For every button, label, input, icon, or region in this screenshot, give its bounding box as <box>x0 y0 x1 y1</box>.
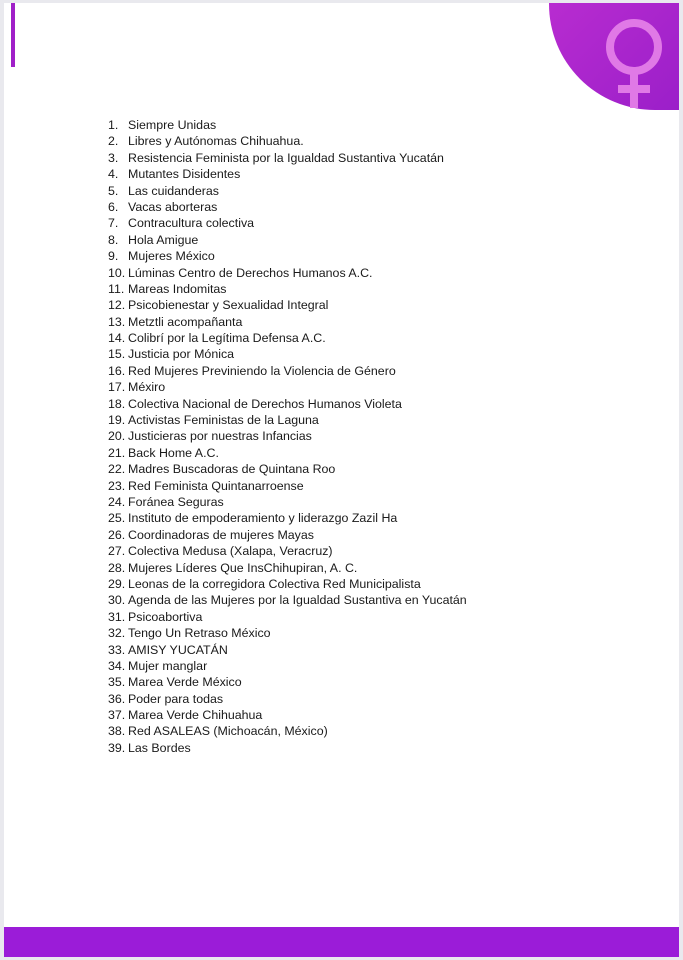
list-item-number: 7. <box>108 216 119 231</box>
document-page <box>4 3 679 957</box>
list-item-name: Marea Verde Chihuahua <box>128 708 263 723</box>
list-item-name: Mutantes Disidentes <box>128 167 241 182</box>
list-item-number: 4. <box>108 167 119 182</box>
list-item-number: 38. <box>108 724 126 739</box>
list-item <box>108 133 467 149</box>
list-item <box>108 723 467 739</box>
list-item <box>108 265 467 281</box>
list-item <box>108 232 467 248</box>
list-item-name: Poder para todas <box>128 691 224 706</box>
list-item <box>108 461 467 477</box>
list-item-number: 14. <box>108 331 126 346</box>
list-item-number: 17. <box>108 380 126 395</box>
list-item-name: Psicoabortiva <box>128 609 203 624</box>
list-item-name: Mareas Indomitas <box>128 281 227 296</box>
list-item-number: 8. <box>108 232 119 247</box>
list-item-name: Vacas aborteras <box>128 199 218 214</box>
list-item <box>108 510 467 526</box>
list-item-number: 16. <box>108 363 126 378</box>
venus-symbol-icon <box>599 17 669 112</box>
list-item-number: 30. <box>108 593 126 608</box>
list-item-number: 11. <box>108 281 125 296</box>
list-item-name: Colectiva Medusa (Xalapa, Veracruz) <box>128 544 333 559</box>
list-item-number: 27. <box>108 544 126 559</box>
list-item <box>108 117 467 133</box>
list-item <box>108 707 467 723</box>
list-item <box>108 576 467 592</box>
list-item-name: Lúminas Centro de Derechos Humanos A.C. <box>128 265 373 280</box>
list-item <box>108 379 467 395</box>
list-item <box>108 428 467 444</box>
list-item <box>108 330 467 346</box>
list-item-number: 21. <box>108 445 126 460</box>
list-item-number: 39. <box>108 740 126 755</box>
list-item-number: 37. <box>108 708 126 723</box>
list-item <box>108 560 467 576</box>
left-accent-bar <box>11 3 15 67</box>
bottom-band <box>4 927 679 957</box>
list-item-number: 9. <box>108 249 119 264</box>
list-item-number: 29. <box>108 576 126 591</box>
list-item-number: 15. <box>108 347 126 362</box>
list-item-name: Siempre Unidas <box>128 118 217 132</box>
list-item-number: 6. <box>108 199 119 214</box>
list-item-number: 34. <box>108 658 126 673</box>
list-item-name: Resistencia Feminista por la Igualdad Sustantiva Yucatán <box>128 150 444 165</box>
list-item-name: Méxiro <box>128 380 166 395</box>
list-item-name: Instituto de empoderamiento y liderazgo Zazil Ha <box>128 511 398 526</box>
list-item-name: Activistas Feministas de la Laguna <box>128 413 319 428</box>
list-item <box>108 609 467 625</box>
list-item-name: Back Home A.C. <box>128 445 219 460</box>
list-item <box>108 281 467 297</box>
list-item <box>108 494 467 510</box>
list-item <box>108 363 467 379</box>
list-item-number: 3. <box>108 150 119 165</box>
list-item-number: 13. <box>108 314 126 329</box>
list-item-number: 35. <box>108 675 126 690</box>
list-item <box>108 346 467 362</box>
list-item-name: Agenda de las Mujeres por la Igualdad Sustantiva en Yucatán <box>128 593 467 608</box>
list-item <box>108 396 467 412</box>
list-item-name: Metztli acompañanta <box>128 314 243 329</box>
list-item-name: Justicieras por nuestras Infancias <box>128 429 312 444</box>
list-item <box>108 314 467 330</box>
list-item <box>108 248 467 264</box>
list-item-name: Hola Amigue <box>128 232 199 247</box>
list-item <box>108 183 467 199</box>
list-item-name: Las Bordes <box>128 740 191 755</box>
list-item <box>108 199 467 215</box>
list-item-name: Psicobienestar y Sexualidad Integral <box>128 298 329 313</box>
list-item-name: Mujeres Líderes Que InsChihupiran, A. C. <box>128 560 358 575</box>
list-item <box>108 658 467 674</box>
list-item-name: Leonas de la corregidora Colectiva Red Municipalista <box>128 576 421 591</box>
list-item-number: 23. <box>108 478 126 493</box>
list-item <box>108 297 467 313</box>
list-item <box>108 166 467 182</box>
list-item-number: 1. <box>108 118 119 132</box>
list-item-number: 5. <box>108 183 119 198</box>
list-item-number: 31. <box>108 609 126 624</box>
list-item-number: 28. <box>108 560 126 575</box>
list-item-number: 2. <box>108 134 119 149</box>
list-item-name: Contracultura colectiva <box>128 216 255 231</box>
list-item-name: Marea Verde México <box>128 675 242 690</box>
list-item-number: 22. <box>108 462 126 477</box>
list-item-name: Madres Buscadoras de Quintana Roo <box>128 462 336 477</box>
list-item-number: 24. <box>108 494 126 509</box>
list-item-name: Red Mujeres Previniendo la Violencia de Género <box>128 363 396 378</box>
list-item <box>108 674 467 690</box>
list-item <box>108 150 467 166</box>
list-item <box>108 592 467 608</box>
list-item-name: Coordinadoras de mujeres Mayas <box>128 527 314 542</box>
list-item-number: 26. <box>108 527 126 542</box>
list-item <box>108 215 467 231</box>
corner-badge <box>549 3 679 110</box>
list-item-name: Red Feminista Quintanarroense <box>128 478 304 493</box>
list-item-number: 33. <box>108 642 126 657</box>
list-item-name: Las cuidanderas <box>128 183 219 198</box>
list-item <box>108 543 467 559</box>
list-item <box>108 527 467 543</box>
list-item-number: 10. <box>108 265 126 280</box>
list-item-name: Justicia por Mónica <box>128 347 235 362</box>
list-item <box>108 642 467 658</box>
list-item <box>108 625 467 641</box>
list-item-name: Mujeres México <box>128 249 215 264</box>
list-item <box>108 412 467 428</box>
list-item <box>108 740 467 756</box>
list-item-name: Colectiva Nacional de Derechos Humanos Violeta <box>128 396 402 411</box>
list-item-name: Libres y Autónomas Chihuahua. <box>128 134 304 149</box>
list-item-name: Mujer manglar <box>128 658 208 673</box>
list-item-number: 25. <box>108 511 126 526</box>
list-item-number: 12. <box>108 298 126 313</box>
list-item-name: Foránea Seguras <box>128 494 224 509</box>
list-item <box>108 691 467 707</box>
list-item <box>108 445 467 461</box>
list-item-number: 19. <box>108 413 126 428</box>
list-item-number: 32. <box>108 626 126 641</box>
list-item-number: 36. <box>108 691 126 706</box>
list-item <box>108 478 467 494</box>
list-item-number: 20. <box>108 429 126 444</box>
list-item-name: Red ASALEAS (Michoacán, México) <box>128 724 328 739</box>
list-item-number: 18. <box>108 396 126 411</box>
organization-list <box>108 117 467 756</box>
list-item-name: Tengo Un Retraso México <box>128 626 271 641</box>
list-item-name: AMISY YUCATÁN <box>128 642 228 657</box>
list-item-name: Colibrí por la Legítima Defensa A.C. <box>128 331 326 346</box>
